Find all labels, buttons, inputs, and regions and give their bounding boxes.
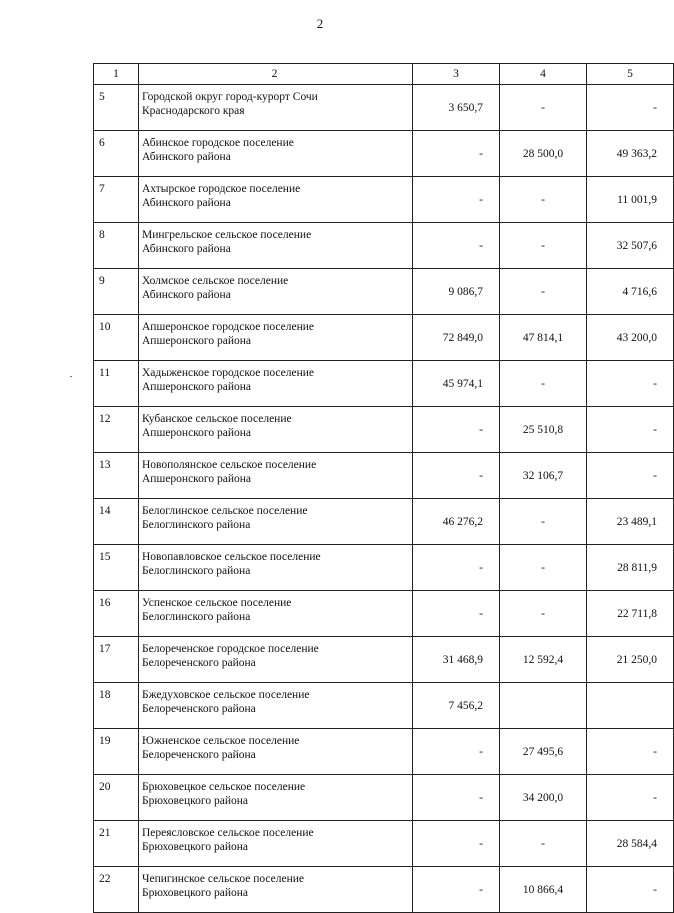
row-number-cell: 19 [94,729,139,775]
settlement-name: Новополянское сельское поселение [142,459,317,471]
value-col-5-cell: 28 811,9 [587,545,674,591]
district-name: Краснодарского края [142,105,245,117]
settlement-name-cell [139,177,413,223]
district-name: Апшеронского района [142,473,252,485]
district-name: Белоглинского района [142,611,251,623]
district-name: Белоглинского района [142,519,251,531]
row-number-cell: 8 [94,223,139,269]
row-number-cell: 6 [94,131,139,177]
value-col-5-cell: 49 363,2 [587,131,674,177]
value-col-4-cell: 27 495,6 [500,729,587,775]
value-col-5-cell: 23 489,1 [587,499,674,545]
row-number-cell: 14 [94,499,139,545]
value-col-4-cell: - [500,177,587,223]
district-name: Абинского района [142,243,231,255]
settlement-name-cell [139,223,413,269]
page-number: 2 [316,16,324,31]
value-col-5-cell [587,683,674,729]
row-number-cell: 5 [94,85,139,131]
table-row [94,545,674,591]
value-col-4-cell: - [500,821,587,867]
value-col-3-cell: 3 650,7 [413,85,500,131]
table-row [94,499,674,545]
district-name: Апшеронского района [142,427,252,439]
table-row [94,729,674,775]
value-col-3-cell: - [413,223,500,269]
settlement-name: Переясловское сельское поселение [142,827,314,839]
settlement-name: Южненское сельское поселение [142,735,300,747]
row-number-cell: 12 [94,407,139,453]
settlement-name: Абинское городское поселение [142,137,294,149]
district-name: Абинского района [142,289,231,301]
row-number-cell: 17 [94,637,139,683]
value-col-3-cell: 45 974,1 [413,361,500,407]
value-col-3-cell: - [413,131,500,177]
value-col-4-cell: - [500,361,587,407]
row-number-cell: 21 [94,821,139,867]
value-col-3-cell: - [413,591,500,637]
table-header-row [94,64,674,85]
value-col-3-cell: - [413,867,500,913]
value-col-3-cell: 72 849,0 [413,315,500,361]
row-number-cell: 7 [94,177,139,223]
settlement-name: Белоглинское сельское поселение [142,505,308,517]
value-col-4-cell: - [500,85,587,131]
settlement-name: Бжедуховское сельское поселение [142,689,310,701]
value-col-5-cell: - [587,361,674,407]
settlement-name: Городской округ город-курорт Сочи [142,91,318,103]
value-col-5-cell: - [587,729,674,775]
table-row [94,591,674,637]
settlement-name: Белореченское городское поселение [142,643,319,655]
value-col-5-cell: 11 001,9 [587,177,674,223]
district-name: Брюховецкого района [142,887,249,899]
value-col-4-cell: - [500,223,587,269]
table-row [94,867,674,913]
row-number-cell: 18 [94,683,139,729]
settlement-name-cell [139,637,413,683]
settlement-name-cell [139,453,413,499]
row-number-cell: 20 [94,775,139,821]
district-name: Брюховецкого района [142,841,249,853]
settlement-name: Успенское сельское поселение [142,597,292,609]
settlement-name: Кубанское сельское поселение [142,413,292,425]
district-name: Белореченского района [142,749,256,761]
value-col-4-cell [500,683,587,729]
value-col-3-cell: 46 276,2 [413,499,500,545]
table-row [94,637,674,683]
settlement-name-cell [139,407,413,453]
settlement-name-cell [139,867,413,913]
table-row [94,407,674,453]
value-col-5-cell: - [587,867,674,913]
value-col-3-cell: 7 456,2 [413,683,500,729]
row-number-cell: 15 [94,545,139,591]
table-row [94,131,674,177]
value-col-4-cell: - [500,269,587,315]
value-col-4-cell: 47 814,1 [500,315,587,361]
header-cell: 2 [139,64,413,85]
value-col-4-cell: - [500,545,587,591]
settlement-name-cell [139,85,413,131]
row-number-cell: 13 [94,453,139,499]
value-col-3-cell: - [413,177,500,223]
value-col-3-cell: - [413,407,500,453]
value-col-3-cell: - [413,545,500,591]
value-col-5-cell: 32 507,6 [587,223,674,269]
district-name: Апшеронского района [142,381,252,393]
row-number-cell: 11 [94,361,139,407]
allocation-table [93,63,674,913]
value-col-5-cell: 4 716,6 [587,269,674,315]
value-col-3-cell: 9 086,7 [413,269,500,315]
scan-mark [70,376,72,377]
value-col-4-cell: 10 866,4 [500,867,587,913]
table-row [94,223,674,269]
settlement-name-cell [139,361,413,407]
district-name: Белореченского района [142,703,256,715]
value-col-4-cell: 28 500,0 [500,131,587,177]
value-col-4-cell: 34 200,0 [500,775,587,821]
settlement-name-cell [139,269,413,315]
table-row [94,821,674,867]
header-cell: 5 [587,64,674,85]
district-name: Белореченского района [142,657,256,669]
row-number-cell: 10 [94,315,139,361]
value-col-5-cell: - [587,407,674,453]
value-col-4-cell: - [500,499,587,545]
row-number-cell: 16 [94,591,139,637]
district-name: Апшеронского района [142,335,252,347]
settlement-name-cell [139,775,413,821]
settlement-name-cell [139,591,413,637]
value-col-5-cell: - [587,775,674,821]
table-row [94,315,674,361]
settlement-name: Холмское сельское поселение [142,275,289,287]
header-cell: 1 [94,64,139,85]
settlement-name-cell [139,683,413,729]
table-row [94,85,674,131]
settlement-name-cell [139,545,413,591]
settlement-name-cell [139,729,413,775]
header-cell: 4 [500,64,587,85]
value-col-4-cell: 12 592,4 [500,637,587,683]
table-row [94,361,674,407]
value-col-3-cell: - [413,821,500,867]
value-col-3-cell: - [413,453,500,499]
district-name: Абинского района [142,197,231,209]
settlement-name: Мингрельское сельское поселение [142,229,312,241]
table-row [94,269,674,315]
settlement-name: Чепигинское сельское поселение [142,873,304,885]
settlement-name: Хадыженское городское поселение [142,367,314,379]
table-row [94,177,674,223]
header-cell: 3 [413,64,500,85]
settlement-name: Ахтырское городское поселение [142,183,301,195]
value-col-4-cell: - [500,591,587,637]
table-row [94,775,674,821]
value-col-5-cell: 28 584,4 [587,821,674,867]
value-col-5-cell: 22 711,8 [587,591,674,637]
value-col-5-cell: - [587,85,674,131]
value-col-5-cell: 43 200,0 [587,315,674,361]
value-col-4-cell: 25 510,8 [500,407,587,453]
value-col-5-cell: - [587,453,674,499]
settlement-name-cell [139,131,413,177]
settlement-name-cell [139,315,413,361]
table-row [94,683,674,729]
settlement-name: Апшеронское городское поселение [142,321,315,333]
row-number-cell: 9 [94,269,139,315]
settlement-name-cell [139,821,413,867]
settlement-name: Брюховецкое сельское поселение [142,781,306,793]
settlement-name-cell [139,499,413,545]
table-row [94,453,674,499]
district-name: Белоглинского района [142,565,251,577]
row-number-cell: 22 [94,867,139,913]
value-col-4-cell: 32 106,7 [500,453,587,499]
value-col-3-cell: - [413,775,500,821]
value-col-3-cell: 31 468,9 [413,637,500,683]
district-name: Абинского района [142,151,231,163]
district-name: Брюховецкого района [142,795,249,807]
value-col-5-cell: 21 250,0 [587,637,674,683]
value-col-3-cell: - [413,729,500,775]
settlement-name: Новопавловское сельское поселение [142,551,321,563]
